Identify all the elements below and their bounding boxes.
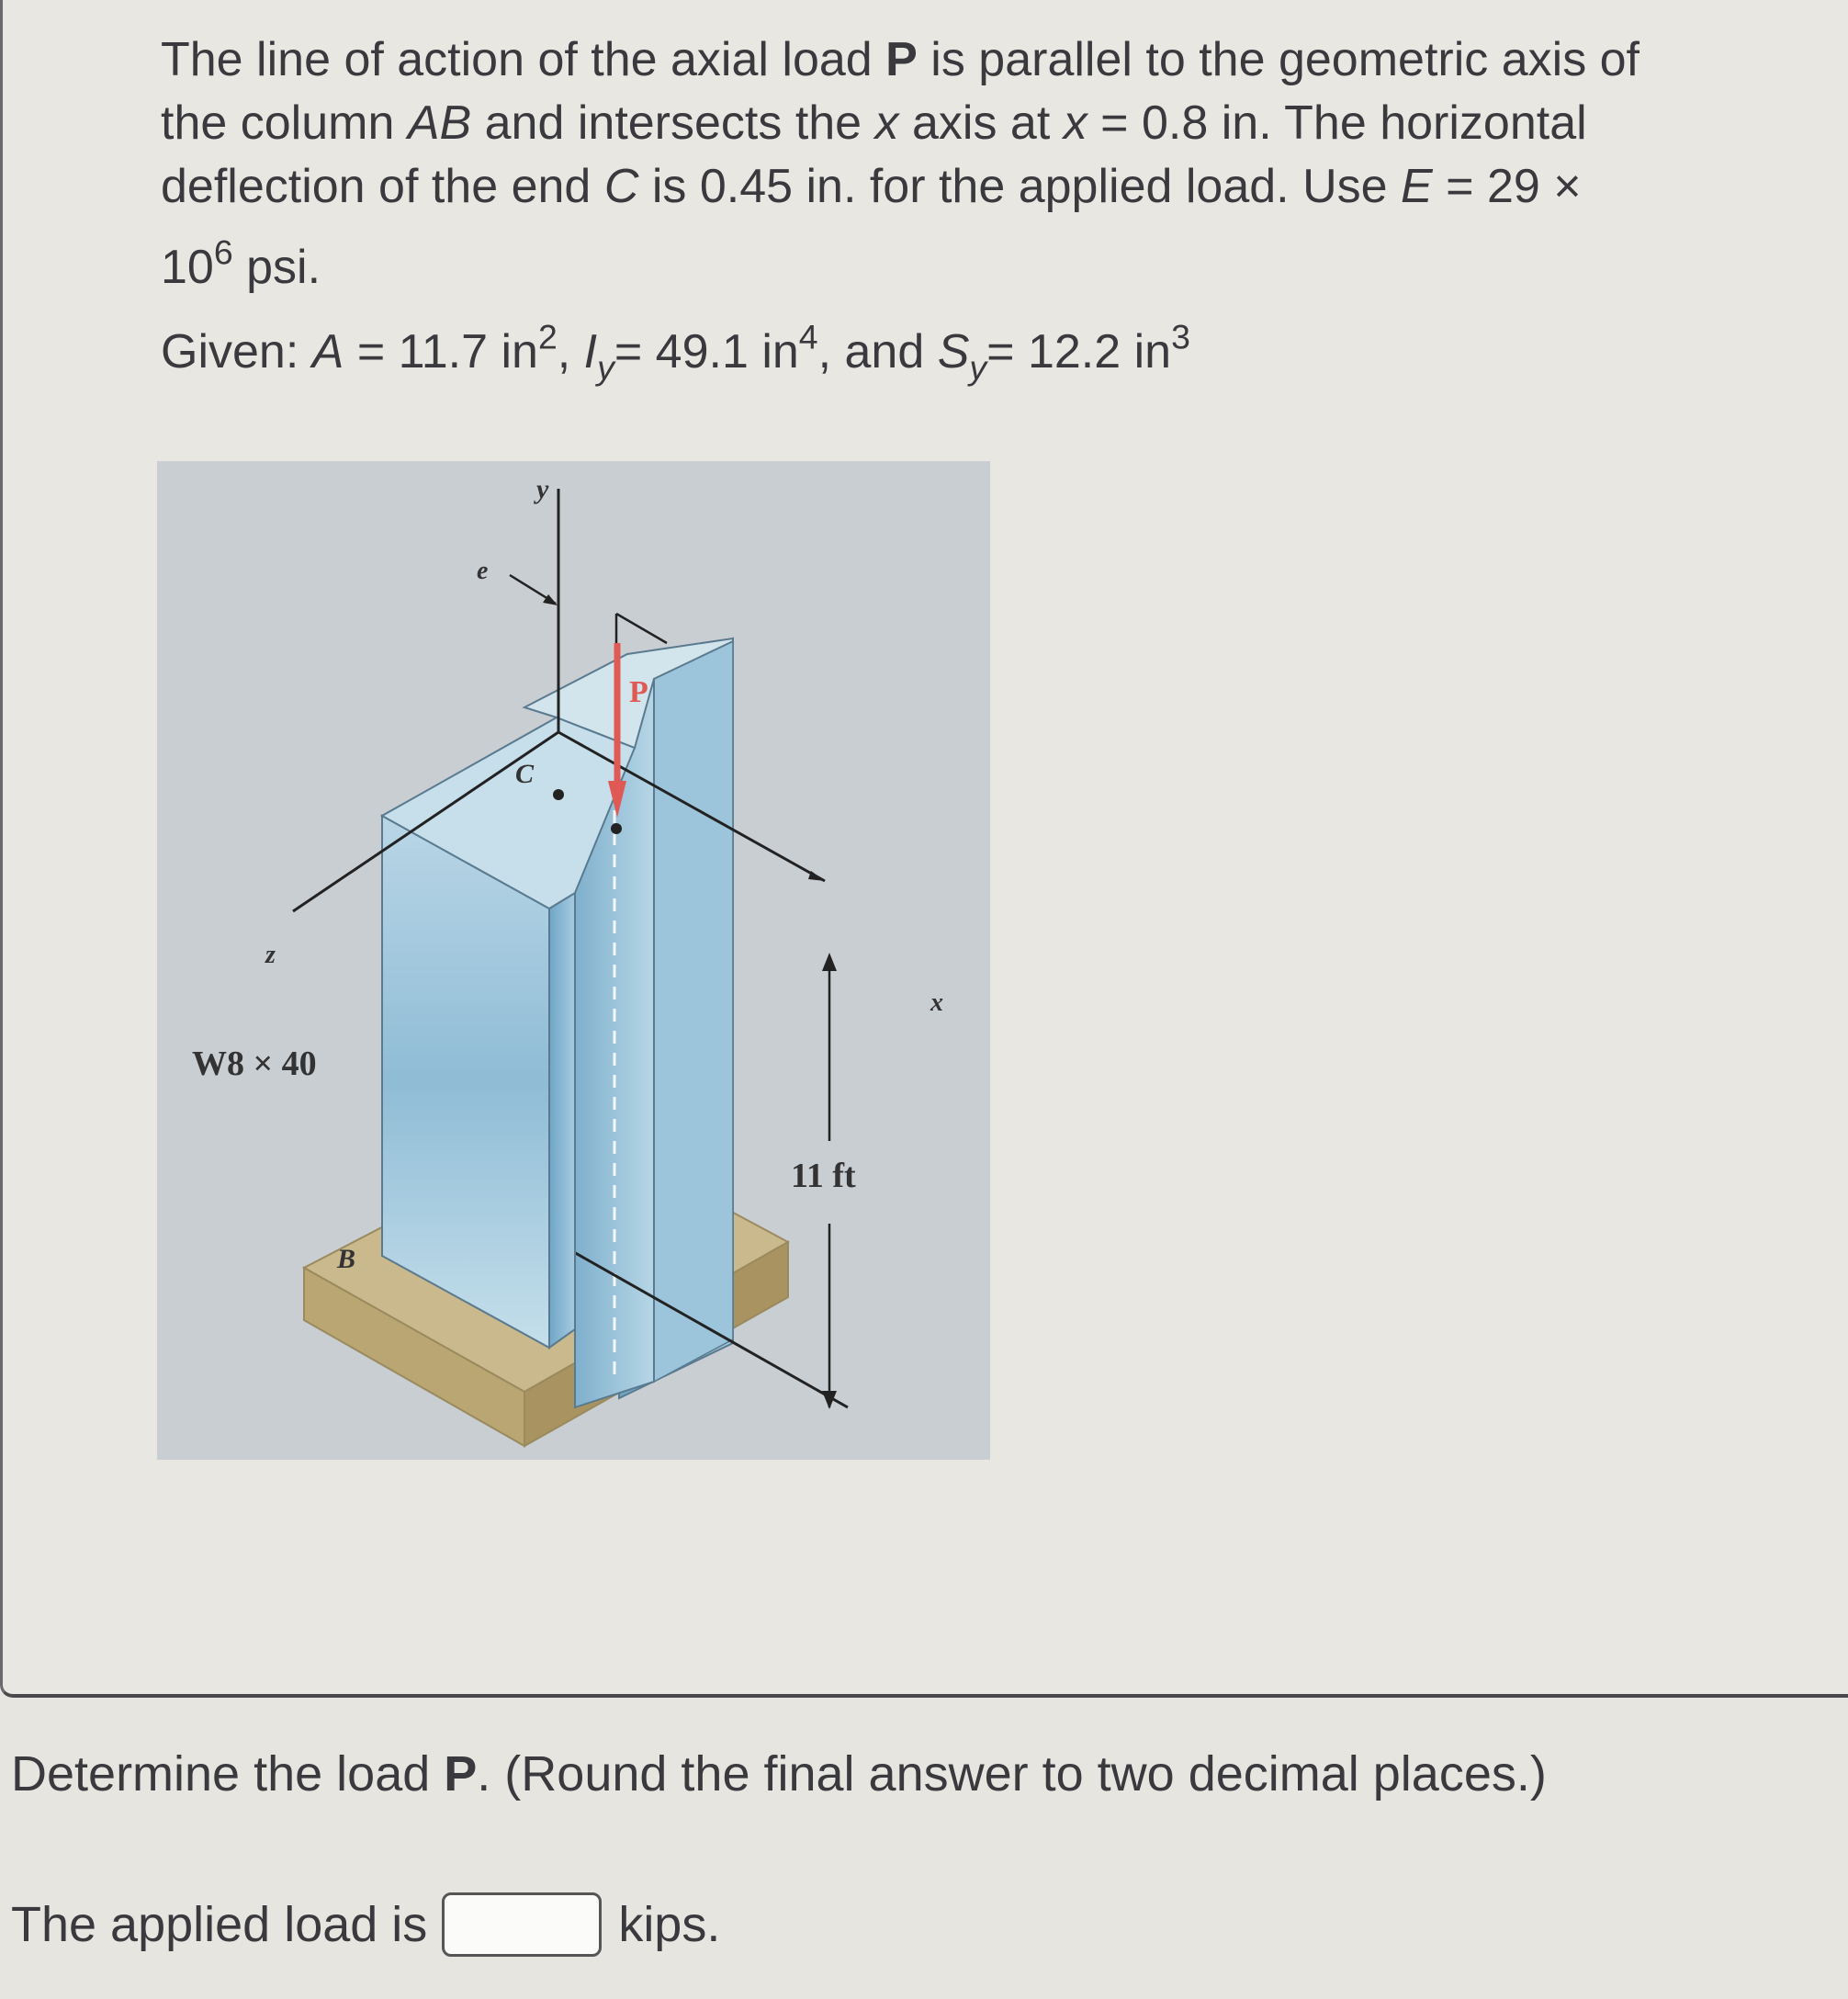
point-c <box>553 789 564 800</box>
answer-row <box>11 1892 720 1957</box>
label-y: y <box>536 474 549 504</box>
given-values: Given: A = 11.7 $in^2$, $I_y= 49.1$ $in^4$, and $S_y= 12.2$ $in^3$ <box>161 317 1190 388</box>
answer-unit: kips. <box>618 1897 721 1952</box>
x-axis-arrow <box>808 871 825 881</box>
label-length: 11 ft <box>791 1157 856 1195</box>
problem-line-1: The line of action of the axial load P is parallel to the geometric axis of <box>161 33 1640 86</box>
answer-input[interactable] <box>442 1892 602 1957</box>
column-diagram <box>157 461 990 1460</box>
answer-prefix: The applied load is <box>11 1897 428 1952</box>
problem-line-3: deflection of the end C is 0.45 in. for the applied load. Use E = 29 × <box>161 160 1582 213</box>
label-x: x <box>930 988 943 1017</box>
label-z: z <box>265 941 276 969</box>
load-point <box>611 823 622 834</box>
label-section: W8 × 40 <box>192 1045 317 1083</box>
column-figure <box>157 461 990 1460</box>
label-e: e <box>477 557 489 585</box>
problem-line-4: $10^6$ psi. <box>161 232 321 294</box>
length-arrow-top <box>822 953 837 971</box>
problem-line-2: the column AB and intersects the x axis at x = 0.8 in. The horizontal <box>161 96 1587 150</box>
label-p: P <box>629 675 648 709</box>
label-b: B <box>337 1244 356 1274</box>
question-prompt: Determine the load P. (Round the final answer to two decimal places.) <box>11 1746 1547 1801</box>
e-dimension-right <box>616 614 667 643</box>
label-c: C <box>515 759 535 789</box>
